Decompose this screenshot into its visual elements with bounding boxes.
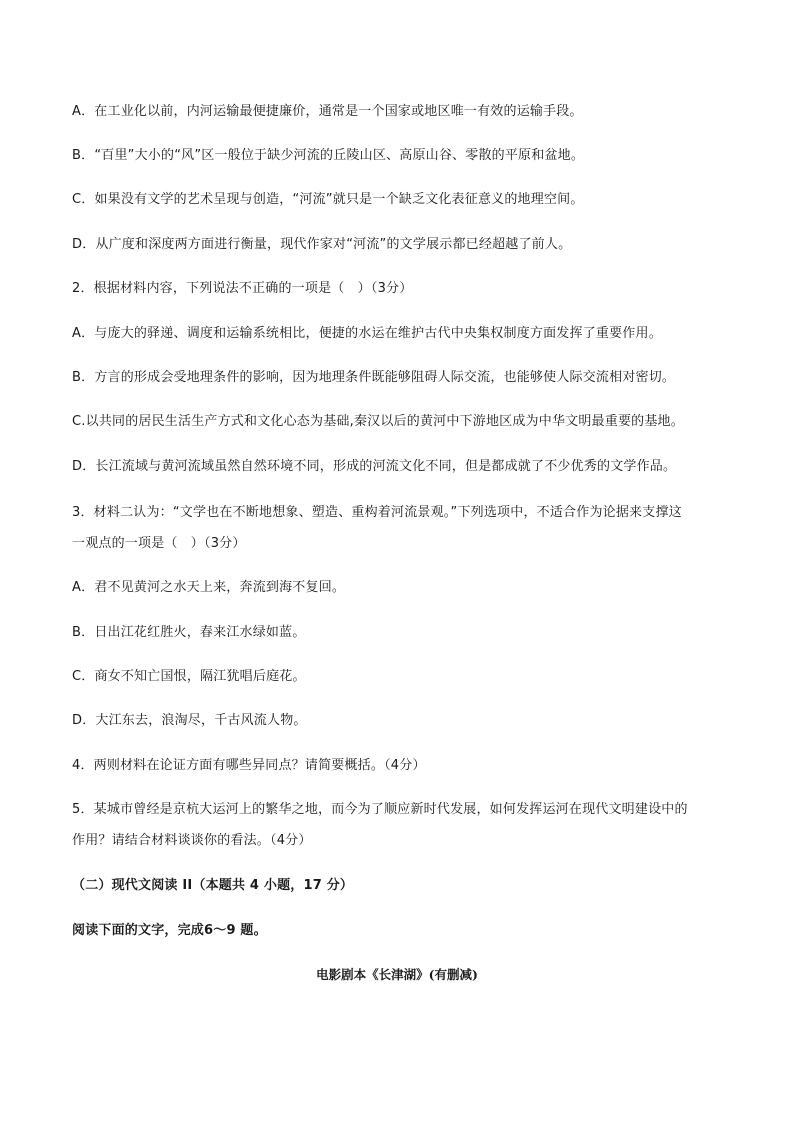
section-instruction: 阅读下面的文字，完成6～9 题。	[72, 923, 267, 938]
q2-stem: 2．根据材料内容，下列说法不正确的一项是（ ）（3分）	[72, 281, 413, 296]
q1-option-c: C．如果没有文学的艺术呈现与创造，“河流”就只是一个缺乏文化表征意义的地理空间。	[72, 192, 584, 207]
q3-stem-line1: 3．材料二认为：“文学也在不断地想象、塑造、重构着河流景观。”下列选项中，不适合作为论据来支撑这	[72, 505, 682, 520]
q1-option-a: A．在工业化以前，内河运输最便捷廉价，通常是一个国家或地区唯一有效的运输手段。	[72, 104, 583, 119]
q2-option-b: B．方言的形成会受地理条件的影响，因为地理条件既能够阻碍人际交流，也能够使人际交流相对密切。	[72, 370, 676, 385]
q3-option-b: B．日出江花红胜火，春来江水绿如蓝。	[72, 625, 306, 640]
q2-option-a: A．与庞大的驿递、调度和运输系统相比，便捷的水运在维护古代中央集权制度方面发挥了重要作用。	[72, 326, 662, 341]
q3-stem-line2: 一观点的一项是（ ）（3分）	[72, 536, 246, 551]
q2-option-c: C.以共同的居民生活生产方式和文化心态为基础,秦汉以后的黄河中下游地区成为中华文明最重要的基地。	[72, 414, 684, 429]
q5-stem-line1: 5．某城市曾经是京杭大运河上的繁华之地，而今为了顺应新时代发展，如何发挥运河在现代文明建设中的	[72, 802, 688, 817]
q4-stem: 4．两则材料在论证方面有哪些异同点？请简要概括。（4分）	[72, 758, 426, 773]
passage-title: 电影剧本《长津湖》(有删减)	[316, 967, 478, 982]
q3-option-d: D．大江东去，浪淘尽，千古风流人物。	[72, 713, 307, 728]
section-heading: （二）现代文阅读 II（本题共 4 小题，17 分）	[72, 878, 354, 893]
q5-stem-line2: 作用？请结合材料谈谈你的看法。（4分）	[72, 833, 312, 848]
q1-option-b: B．“百里”大小的“风”区一般位于缺少河流的丘陵山区、高原山谷、零散的平原和盆地。	[72, 148, 585, 163]
q1-option-d: D．从广度和深度两方面进行衡量，现代作家对“河流”的文学展示都已经超越了前人。	[72, 237, 572, 252]
q3-option-a: A．君不见黄河之水天上来，奔流到海不复回。	[72, 580, 346, 595]
q2-option-d: D．长江流域与黄河流域虽然自然环境不同，形成的河流文化不同，但是都成就了不少优秀的文学作品。	[72, 459, 677, 474]
q3-option-c: C．商女不知亡国恨，隔江犹唱后庭花。	[72, 669, 306, 684]
